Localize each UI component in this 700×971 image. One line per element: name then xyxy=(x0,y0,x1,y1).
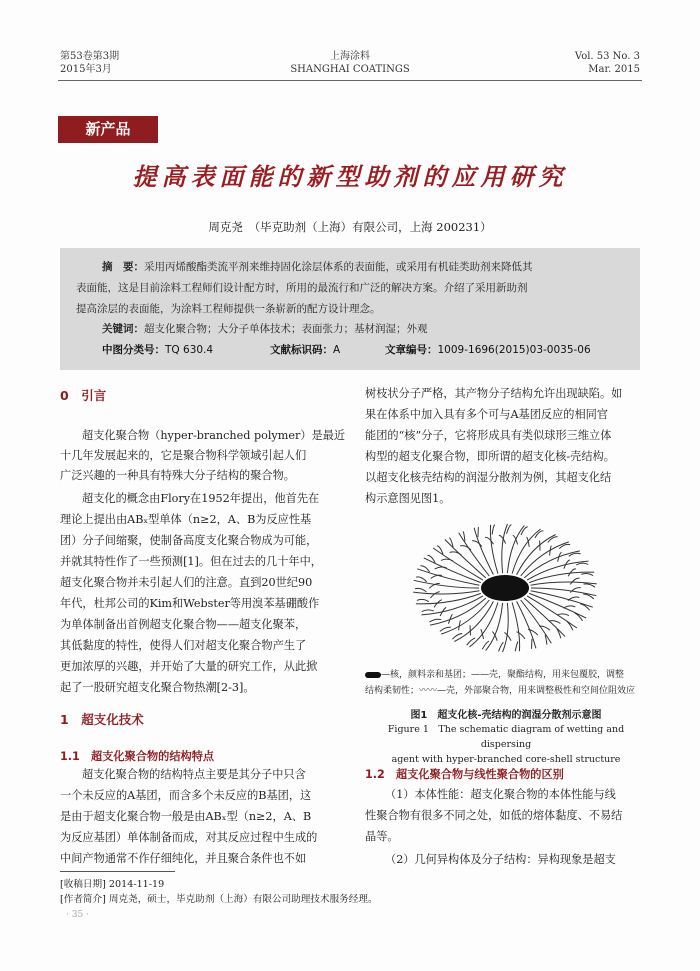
polymer-arm xyxy=(469,602,498,647)
polymer-arm xyxy=(503,603,509,652)
section-title-1-1: 1.1 超支化聚合物的结构特点 xyxy=(60,750,215,763)
polymer-arm xyxy=(502,524,508,573)
journal-name-zh: 上海涂料 xyxy=(330,51,370,62)
right-line-3: 能团的“核”分子，它将形成具有类似球形三维立体 xyxy=(365,429,612,442)
article-value: 1009-1696(2015)03-0035-06 xyxy=(437,344,591,356)
figure-caption-en-line-1: Figure 1 The schematic diagram of wetting and dispersing xyxy=(387,724,625,750)
clc-value: TQ 630.4 xyxy=(165,344,214,356)
polymer-side-branch xyxy=(540,541,541,551)
article-number xyxy=(385,342,591,357)
polymer-side-branch xyxy=(431,575,442,578)
polymer-side-branch xyxy=(467,638,475,645)
right-line-5: 以超支化核壳结构的润湿分散剂为例，其超支化结 xyxy=(365,471,612,484)
abstract-line-3: 提高涂层的表面能，为涂料工程师提供一条崭新的配方设计理念。 xyxy=(76,303,381,315)
s11-line-2: 一个未反应的A基团，而含多个未反应的B基团，这 xyxy=(60,789,312,802)
doc-value: A xyxy=(333,344,341,356)
clc-number xyxy=(102,342,213,357)
polymer-side-branch xyxy=(470,625,471,635)
header-right xyxy=(575,50,640,76)
received-date: [收稿日期] 2014-11-19 xyxy=(60,879,165,890)
s11-line-5: 中间产物通常不作仔细纯化，并且聚合条件也不如 xyxy=(60,852,307,865)
right-line-6: 构示意图见图1。 xyxy=(365,492,451,505)
legend-text-1: —核，颜料亲和基团；——壳，聚酯结构，用来包覆胶，调整 xyxy=(381,670,625,680)
polymer-side-branch xyxy=(430,592,439,598)
core-legend-icon xyxy=(365,672,381,678)
polymer-side-branch xyxy=(515,642,518,652)
s11-line-3: 是由于超支化聚合物一般是由ABₓ型（n≥2，A、B xyxy=(60,810,312,823)
column-badge: 新产品 xyxy=(58,116,158,143)
polymer-side-branch xyxy=(478,527,479,537)
intro-p1-line-2: 十几年发展起来的，它是聚合物科学领域引起人们 xyxy=(60,449,307,462)
polymer-side-branch xyxy=(499,642,504,651)
polymer-side-branch xyxy=(417,599,429,601)
polymer-side-branch xyxy=(517,632,525,639)
polymer-side-branch xyxy=(430,619,442,622)
s11-line-4: 为反应基团）单体制备而成，对其反应过程中生成的 xyxy=(60,831,318,844)
s12-line-4: （2）几何异构体及分子结构：异构现象是超支 xyxy=(385,853,616,866)
polymer-side-branch xyxy=(581,573,593,575)
right-line-4: 构型的超支化聚合物，即所谓的超支化核-壳结构。 xyxy=(365,450,615,463)
polymer-side-branch xyxy=(485,537,493,544)
polymer-arm xyxy=(490,525,498,574)
polymer-arm xyxy=(422,596,483,615)
header-divider xyxy=(58,80,642,81)
article-title: 提高表面能的新型助剂的应用研究 xyxy=(132,163,568,191)
keywords-label: 关键词： xyxy=(102,323,144,335)
polymer-side-branch xyxy=(584,584,595,587)
document-code xyxy=(270,342,340,357)
intro-p2-line-9: 更加浓厚的兴趣，并开始了大量的研究工作，从此掀 xyxy=(60,660,318,673)
polymer-side-branch xyxy=(492,525,495,535)
intro-p2-line-4: 并就其特性作了一些预测[1]。但在过去的几十年中， xyxy=(60,555,322,568)
polymer-side-branch xyxy=(550,546,552,556)
polymer-side-branch xyxy=(507,525,512,534)
article-label: 文章编号： xyxy=(385,344,438,356)
publish-date: 2015年3月 xyxy=(60,64,112,75)
keywords-text: 超支化聚合物；大分子单体技术；表面张力；基材润湿；外观 xyxy=(144,323,428,335)
abstract-label: 摘 要： xyxy=(102,261,144,273)
right-line-2: 果在体系中加入具有多个可与A基团反应的相同官 xyxy=(365,408,609,421)
volume-issue-en: Vol. 53 No. 3 xyxy=(574,51,640,62)
polymer-side-branch xyxy=(570,578,579,584)
polymer-arm xyxy=(413,591,479,594)
author-intro: [作者简介] 周克尧，硕士，毕克助剂（上海）有限公司助理技术服务经理。 xyxy=(60,894,378,905)
abstract-line-1 xyxy=(76,260,624,274)
intro-p1-line-1: 超支化聚合物（hyper-branched polymer）是最近 xyxy=(82,429,346,442)
s12-line-1: （1）本体性能：超支化聚合物的本体性能与线 xyxy=(385,788,616,801)
polymer-arm xyxy=(521,600,552,643)
s12-line-3: 晶等。 xyxy=(365,830,399,843)
core-ellipse xyxy=(481,575,529,601)
clc-label: 中图分类号： xyxy=(102,344,165,356)
intro-p2-line-5: 超支化聚合物并未引起人们的注意。直到20世纪90 xyxy=(60,576,313,589)
abstract-text-1: 采用丙烯酸酯类流平剂来维持固化涂层体系的表面能，或采用有机硅类助剂来降低其 xyxy=(144,261,533,273)
page-number: · 35 · xyxy=(66,910,89,920)
intro-p1-line-3: 广泛兴趣的一种具有特殊大分子结构的聚合物。 xyxy=(60,469,295,482)
figure-caption-zh: 图1 超支化核-壳结构的润湿分散剂示意图 xyxy=(410,710,602,721)
polymer-side-branch xyxy=(422,610,434,612)
journal-name-en: SHANGHAI COATINGS xyxy=(290,64,410,75)
polymer-side-branch xyxy=(415,588,426,592)
section-title-1: 1 超支化技术 xyxy=(60,712,144,727)
publish-date-en: Mar. 2015 xyxy=(588,64,640,75)
polymer-side-branch xyxy=(481,629,484,639)
intro-p2-line-1: 超支化的概念由Flory在1952年提出，他首先在 xyxy=(82,492,320,505)
polymer-arm xyxy=(512,602,520,651)
polymer-side-branch xyxy=(532,639,533,649)
right-line-1: 树枝状分子严格，其产物分子结构允许出现缺陷。如 xyxy=(365,387,623,400)
doc-label: 文献标识码： xyxy=(270,344,333,356)
figure-legend-line-2: 结构柔韧性；〰〰—壳，外部聚合物，用来调整极性和空间位阻效应 xyxy=(365,686,636,696)
intro-p2-line-7: 为单体制备出首例超支化聚合物——超支化聚苯， xyxy=(60,618,307,631)
polymer-side-branch xyxy=(569,553,581,556)
section-title-intro: 0 引言 xyxy=(60,388,107,403)
s12-line-2: 性聚合物有很多不同之处，如低的熔体黏度、不易结 xyxy=(365,809,623,822)
figure-caption-en xyxy=(365,722,647,767)
intro-p2-line-3: 团）分子间缩聚，使制备高度支化聚合物成为可能， xyxy=(60,534,318,547)
author-affiliation: 周克尧 （毕克助剂（上海）有限公司，上海 200231） xyxy=(208,220,492,234)
intro-p2-line-10: 起了一股研究超支化聚合物热潮[2-3]。 xyxy=(60,681,255,694)
polymer-side-branch xyxy=(535,531,543,538)
polymer-arm xyxy=(414,580,479,588)
polymer-side-branch xyxy=(576,563,588,565)
keywords-line xyxy=(76,322,624,336)
abstract-line-2: 表面能，这是目前涂料工程师们设计配方时，所用的最流行和广泛的解决方案。介绍了采用新助剂 xyxy=(76,282,528,294)
intro-p2-line-2: 理论上提出由ABₓ型单体（n≥2，A、B为反应性基 xyxy=(60,513,312,526)
section-title-1-2: 1.2 超支化聚合物与线性聚合物的区别 xyxy=(365,768,564,781)
intro-p2-line-8: 其低黏度的特性，使得人们对超支化聚合物产生了 xyxy=(60,639,307,652)
volume-issue: 第53卷第3期 xyxy=(60,51,120,62)
polymer-arm xyxy=(459,533,490,576)
core-shell-figure xyxy=(400,512,610,660)
figure-legend-line-1 xyxy=(365,668,624,683)
intro-p2-line-6: 年代，杜邦公司的Kim和Webster等用溴苯基硼酸作 xyxy=(60,597,320,610)
figure-caption-en-line-2: agent with hyper-branched core-shell structure xyxy=(391,754,621,765)
footnote-divider xyxy=(60,871,175,872)
s11-line-1: 超支化聚合物的结构特点主要是其分子中只含 xyxy=(82,768,306,781)
